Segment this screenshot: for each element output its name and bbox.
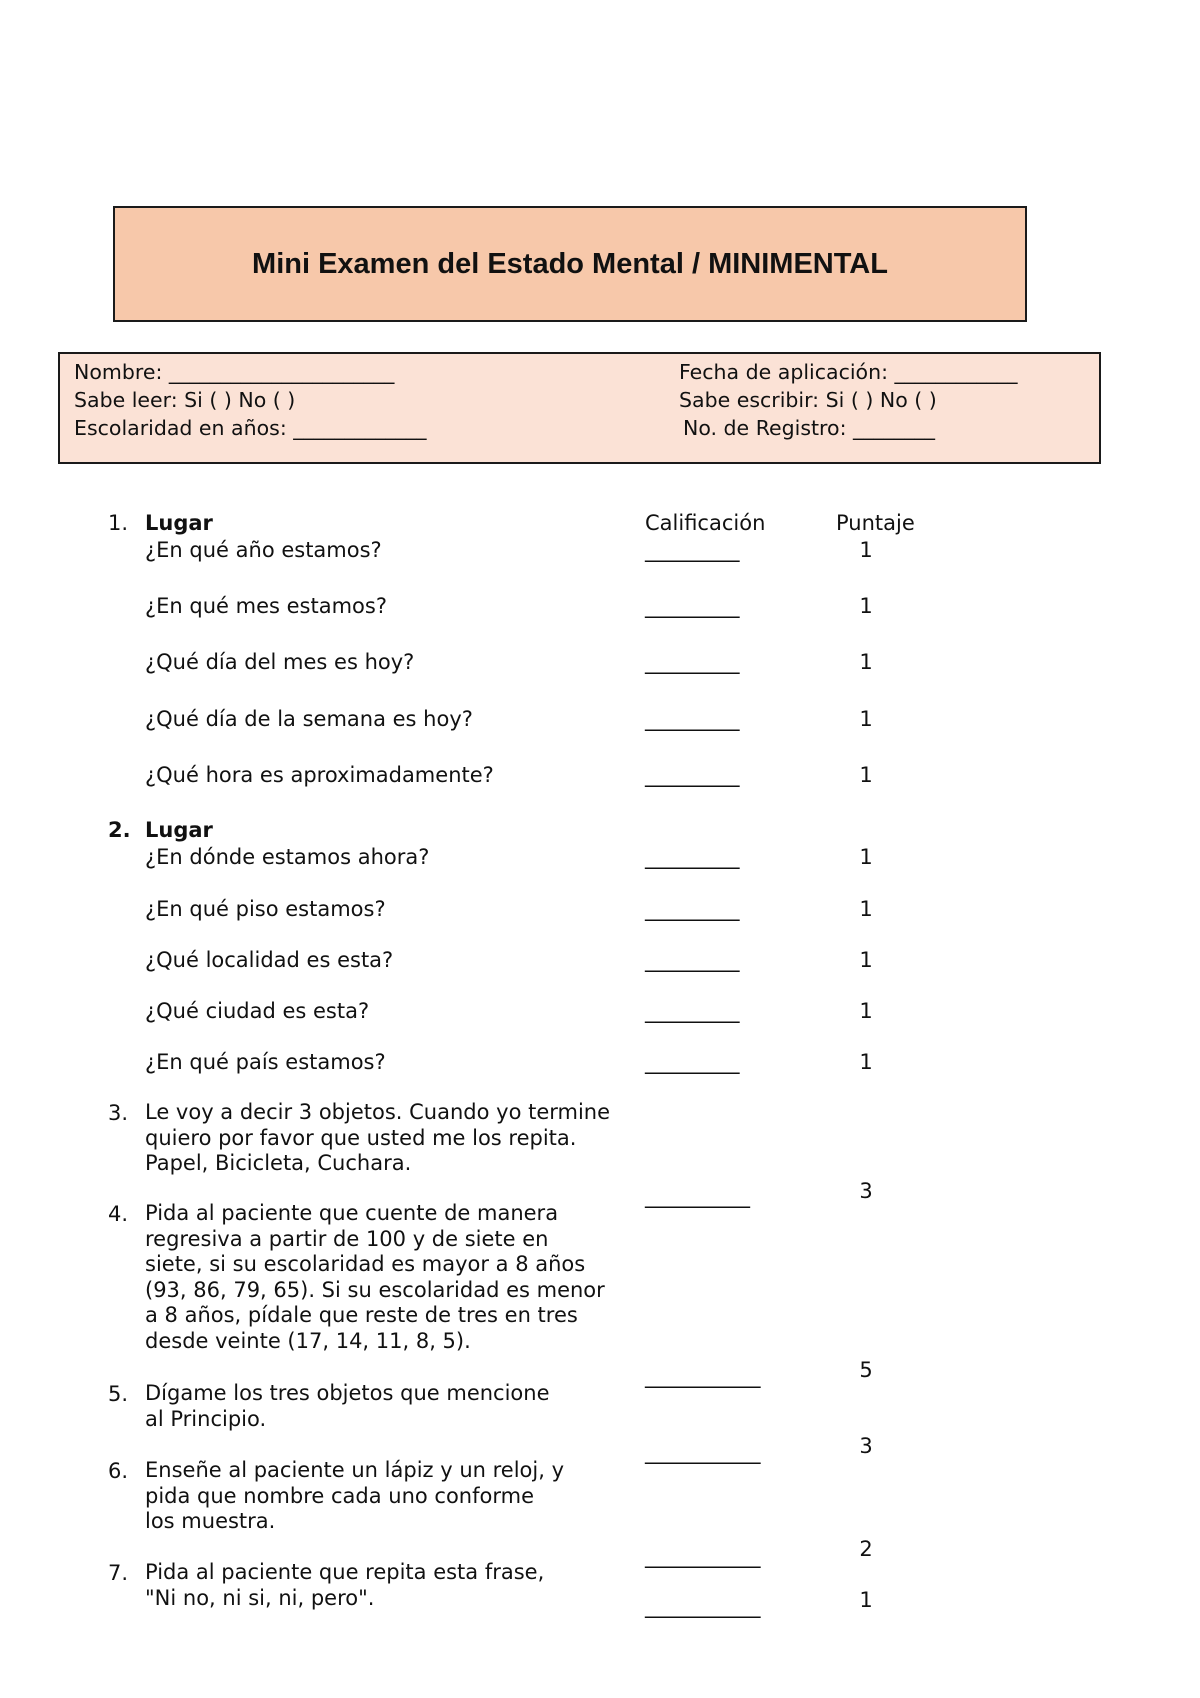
score-blank[interactable]: _________	[645, 897, 740, 921]
score-blank[interactable]: _________	[645, 650, 740, 674]
points-value: 5	[859, 1358, 873, 1382]
score-blank[interactable]: _________	[645, 999, 740, 1023]
points-value: 1	[859, 845, 873, 869]
score-blank[interactable]: _________	[645, 763, 740, 787]
question-text: ¿Qué localidad es esta?	[145, 948, 394, 972]
points-value: 1	[859, 763, 873, 787]
score-blank[interactable]: ___________	[645, 1364, 761, 1388]
section-2-title: Lugar	[145, 818, 213, 842]
score-blank[interactable]: ___________	[645, 1594, 761, 1618]
sabe-leer-field[interactable]: Sabe leer: Si ( ) No ( )	[74, 388, 296, 412]
section-2-number: 2.	[108, 818, 131, 842]
score-blank[interactable]: _________	[645, 1050, 740, 1074]
score-blank[interactable]: ___________	[645, 1440, 761, 1464]
score-blank[interactable]: _________	[645, 845, 740, 869]
points-value: 1	[859, 650, 873, 674]
score-blank[interactable]: _________	[645, 707, 740, 731]
score-blank[interactable]: __________	[645, 1184, 750, 1208]
score-blank[interactable]: _________	[645, 538, 740, 562]
points-value: 1	[859, 594, 873, 618]
fecha-field[interactable]: Fecha de aplicación: ____________	[679, 360, 1018, 384]
score-blank[interactable]: _________	[645, 594, 740, 618]
points-value: 1	[859, 707, 873, 731]
info-row-1	[74, 358, 1089, 386]
sabe-escribir-field[interactable]: Sabe escribir: Si ( ) No ( )	[679, 388, 937, 412]
section-5-text: Dígame los tres objetos que mencione al Principio.	[145, 1381, 550, 1431]
patient-info-box	[58, 352, 1101, 464]
registro-field[interactable]: No. de Registro: ________	[683, 416, 935, 440]
points-value: 3	[859, 1179, 873, 1203]
points-value: 2	[859, 1537, 873, 1561]
question-text: ¿En qué mes estamos?	[145, 594, 387, 618]
section-7-text: Pida al paciente que repita esta frase, "Ni no, ni si, ni, pero".	[145, 1560, 545, 1610]
question-text: ¿En qué país estamos?	[145, 1050, 386, 1074]
nombre-field[interactable]: Nombre: ______________________	[74, 360, 395, 384]
section-3-number: 3.	[108, 1101, 129, 1125]
section-4-text: Pida al paciente que cuente de manera regresiva a partir de 100 y de siete en siete, si su escolaridad es mayor a 8 años (93, 86, 79, 65). Si su escolaridad es menor a 8 años, pídale que reste de tres en tres desde veinte (17, 14, 11, 8, 5).	[145, 1201, 605, 1353]
escolaridad-field[interactable]: Escolaridad en años: _____________	[74, 416, 427, 440]
points-value: 1	[859, 897, 873, 921]
section-7-number: 7.	[108, 1561, 129, 1585]
section-6-number: 6.	[108, 1459, 129, 1483]
points-value: 1	[859, 1588, 873, 1612]
page-title: Mini Examen del Estado Mental / MINIMENTAL	[252, 247, 888, 280]
points-value: 1	[859, 948, 873, 972]
info-row-2	[74, 386, 1089, 414]
score-blank[interactable]: ___________	[645, 1544, 761, 1568]
question-text: ¿Qué hora es aproximadamente?	[145, 763, 494, 787]
question-text: ¿Qué día de la semana es hoy?	[145, 707, 473, 731]
question-text: ¿En qué piso estamos?	[145, 897, 386, 921]
question-text: ¿Qué día del mes es hoy?	[145, 650, 415, 674]
column-header-calificacion: Calificación	[645, 511, 766, 535]
question-text: ¿En qué año estamos?	[145, 538, 382, 562]
info-row-3	[74, 414, 1089, 442]
title-box	[113, 206, 1027, 322]
points-value: 1	[859, 1050, 873, 1074]
points-value: 1	[859, 538, 873, 562]
section-1-number: 1.	[108, 511, 129, 535]
section-1-title: Lugar	[145, 511, 213, 535]
question-text: ¿En dónde estamos ahora?	[145, 845, 430, 869]
score-blank[interactable]: _________	[645, 948, 740, 972]
column-header-puntaje: Puntaje	[836, 511, 915, 535]
points-value: 1	[859, 999, 873, 1023]
points-value: 3	[859, 1434, 873, 1458]
section-5-number: 5.	[108, 1382, 129, 1406]
section-3-text: Le voy a decir 3 objetos. Cuando yo termine quiero por favor que usted me los repita. Papel, Bicicleta, Cuchara.	[145, 1100, 611, 1175]
section-4-number: 4.	[108, 1202, 129, 1226]
question-text: ¿Qué ciudad es esta?	[145, 999, 370, 1023]
section-6-text: Enseñe al paciente un lápiz y un reloj, y pida que nombre cada uno conforme los muestra.	[145, 1458, 565, 1533]
